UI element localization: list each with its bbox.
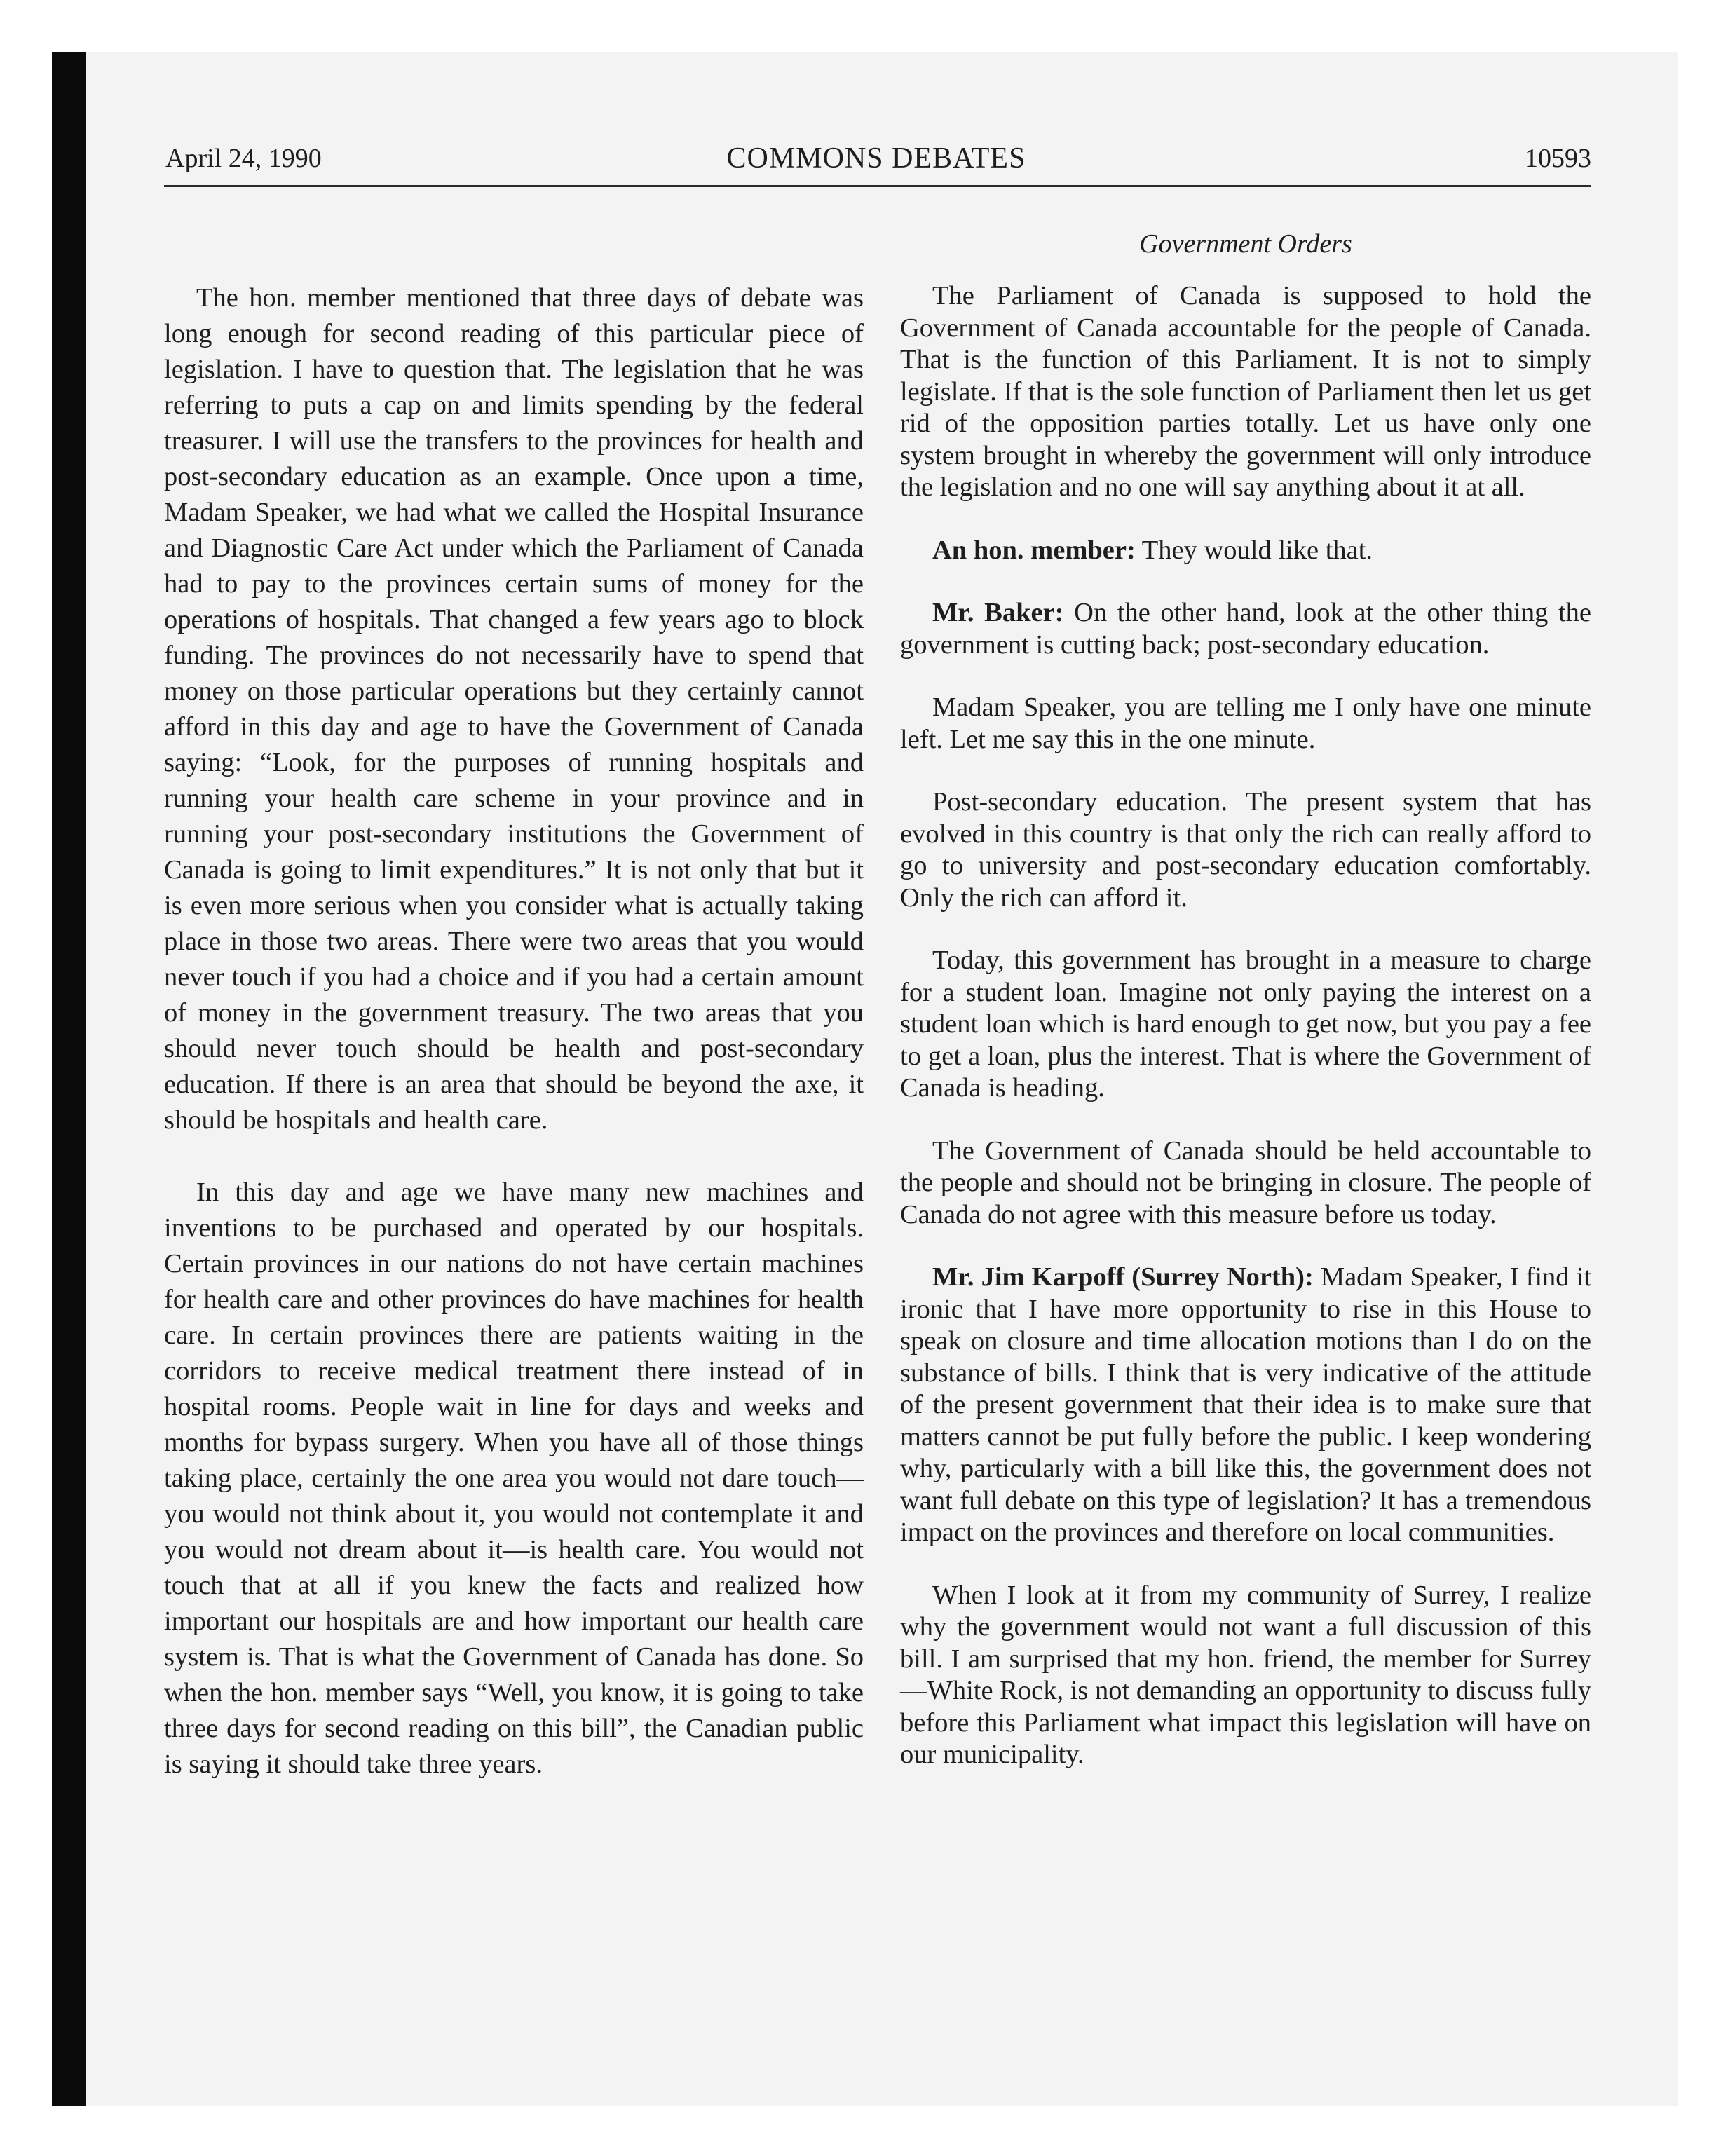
right-paragraph-7: The Government of Canada should be held accountable to the people and should not be bringing in closure. The people of Canada do not agree with this measure before us today. — [900, 1135, 1591, 1229]
right-paragraph-2 — [900, 535, 1591, 567]
right-paragraph-4: Madam Speaker, you are telling me I only have one minute left. Let me say this in the one minute. — [900, 692, 1591, 754]
left-paragraph-2: In this day and age we have many new machines and inventions to be purchased and operated by our hospitals. Certain provinces in our nations do not have certain machines for health care and other provinces do have machines for health care. In certain provinces there are patients waiting in the corridors to receive medical treatment there instead of in hospital rooms. People wait in line for days and weeks and months for bypass surgery. When you have all of those things taking place, certainly the one area you would not dare touch—you would not think about it, you would not contemplate it and you would not dream about it—is health care. You would not touch that at all if you knew the facts and realized how important our hospitals are and how important our health care system is. That is what the Government of Canada has done. So when the hon. member says “Well, you know, it is going to take three days for second reading on this bill”, the Canadian public is saying it should take three years. — [164, 1178, 864, 1779]
right-paragraph-5: Post-secondary education. The present system that has evolved in this country is that only the rich can really afford to go to university and post-secondary education comfortably. Only the rich can afford it. — [900, 787, 1591, 913]
header-date: April 24, 1990 — [165, 144, 322, 173]
header-title: COMMONS DEBATES — [726, 142, 1026, 175]
left-paragraph-1: The hon. member mentioned that three days of debate was long enough for second reading of this particular piece of legislation. I have to question that. The legislation that he was referring to puts a cap on and limits spending by the federal treasurer. I will use the transfers to the provinces for health and post-secondary education as an example. Once upon a time, Madam Speaker, we had what we called the Hospital Insurance and Diagnostic Care Act under which the Parliament of Canada had to pay to the provinces certain sums of money for the operations of hospitals. That changed a few years ago to block funding. The provinces do not necessarily have to spend that money on those particular operations but they certainly cannot afford in this day and age to have the Government of Canada saying: “Look, for the purposes of running hospitals and running your health care scheme in your province and in running your post-secondary institutions the Government of Canada is going to limit expenditures.” It is not only that but it is even more serious when you consider what is actually taking place in those two areas. There were two areas that you would never touch if you had a choice and if you had a certain amount of money in the government treasury. The two areas that you should never touch should be health and post-secondary education. If there is an area that should be beyond the axe, it should be hospitals and health care. — [164, 283, 864, 1135]
speech-text: Madam Speaker, I find it ironic that I have more opportunity to rise in this House to speak on closure and time allocation motions than I do on the substance of bills. I think that is very indicative of the attitude of the present government that their idea is to make sure that matters cannot be put fully before the public. I keep wondering why, particularly with a bill like this, the government does not want full debate on this type of legislation? It has a tremendous impact on the provinces and therefore on local communities. — [900, 1262, 1591, 1547]
speaker-name: Mr. Baker: — [932, 598, 1064, 627]
right-column — [900, 280, 1591, 1771]
speaker-name: An hon. member: — [932, 535, 1136, 565]
section-heading: Government Orders — [1139, 229, 1352, 259]
right-paragraph-6: Today, this government has brought in a measure to charge for a student loan. Imagine not only paying the interest on a student loan which is hard enough to get now, but you pay a fee to get a loan, plus the interest. That is where the Government of Canada is heading. — [900, 946, 1591, 1103]
right-paragraph-8 — [900, 1262, 1591, 1549]
speaker-name: Mr. Jim Karpoff (Surrey North): — [932, 1262, 1314, 1292]
right-paragraph-1: The Parliament of Canada is supposed to hold the Government of Canada accountable for the people of Canada. That is the function of this Parliament. It is not to simply legislate. If that is the sole function of Parliament then let us get rid of the opposition parties totally. Let us have only one system brought in whereby the government will only introduce the legislation and no one will say anything about it at all. — [900, 281, 1591, 502]
header-page-number: 10593 — [1525, 144, 1591, 173]
speech-text: On the other hand, look at the other thing the government is cutting back; post-secondary education. — [900, 598, 1591, 660]
right-paragraph-9: When I look at it from my community of Surrey, I realize why the government would not want a full discussion of this bill. I am surprised that my hon. friend, the member for Surrey—White Rock, is not demanding an opportunity to discuss fully before this Parliament what impact this legislation will have on our municipality. — [900, 1580, 1591, 1769]
right-paragraph-3 — [900, 597, 1591, 661]
scan-edge — [52, 52, 86, 2106]
header-rule — [164, 185, 1591, 187]
speech-text: They would like that. — [1135, 535, 1373, 565]
left-column — [164, 280, 864, 1782]
